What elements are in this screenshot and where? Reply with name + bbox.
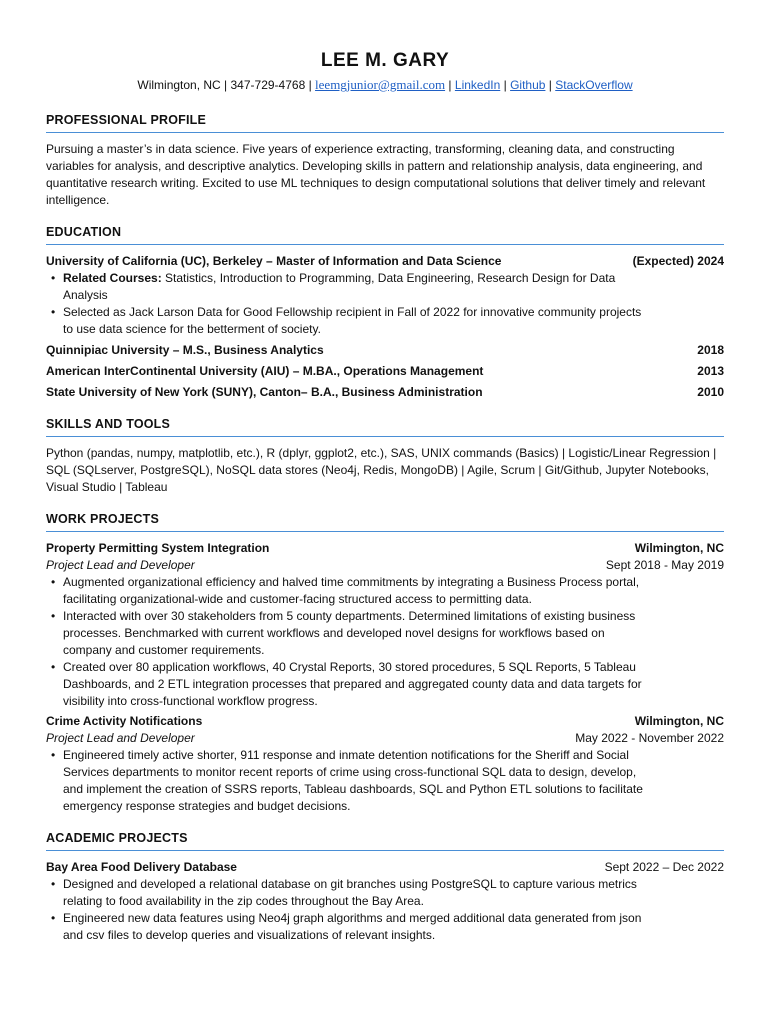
list-item — [63, 270, 651, 304]
project-dates: Sept 2018 - May 2019 — [605, 558, 724, 572]
school-date: 2010 — [697, 385, 724, 399]
project-name: Property Permitting System Integration — [46, 541, 270, 555]
project-role: Project Lead and Developer — [46, 731, 195, 745]
school-name: University of California (UC), Berkeley – Master of Information and Data Science — [46, 254, 502, 268]
project-name: Bay Area Food Delivery Database — [46, 860, 237, 874]
list-item: • Selected as Jack Larson Data for Good Fellowship recipient in Fall of 2022 for innovative community projects to use data science for the betterment of society. — [63, 304, 651, 338]
skills-section — [46, 416, 724, 496]
courses-text: Statistics, Introduction to Programming, Data Engineering, Research Design for Data Analysis — [63, 271, 616, 302]
project-bullets — [46, 747, 724, 815]
separator: | — [548, 78, 552, 92]
profile-section — [46, 112, 724, 209]
list-item: • Engineered new data features using Neo4j graph algorithms and merged additional data generated from json and csv files to develop queries and visualizations of relevant insights. — [63, 910, 651, 944]
github-link[interactable]: Github — [510, 78, 546, 92]
education-section — [46, 224, 724, 401]
work-section — [46, 511, 724, 815]
education-entry — [46, 384, 724, 401]
project-location: Wilmington, NC — [634, 714, 724, 728]
project-name: Crime Activity Notifications — [46, 714, 203, 728]
project-header — [46, 859, 724, 876]
contact-location-phone: Wilmington, NC | 347-729-4768 | — [137, 78, 312, 92]
project-dates: May 2022 - November 2022 — [575, 731, 724, 745]
school-date: (Expected) 2024 — [632, 254, 724, 268]
contact-line — [46, 76, 724, 94]
skills-text: Python (pandas, numpy, matplotlib, etc.), R (dplyr, ggplot2, etc.), SAS, UNIX commands (Basics) | Logistic/Linear Regression | SQL (SQLserver, PostgreSQL), NoSQL data stores (Neo4j, Redis, MongoDB) | Agile, Scrum | Git/Github, Jupyter Notebooks, Visual Studio | Tableau — [46, 446, 717, 494]
academic-section — [46, 830, 724, 944]
separator: | — [448, 78, 452, 92]
project-role-row — [46, 730, 724, 747]
school-name: State University of New York (SUNY), Canton– B.A., Business Administration — [46, 385, 483, 399]
project-bullets — [46, 574, 724, 710]
stackoverflow-link[interactable]: StackOverflow — [555, 78, 633, 92]
candidate-name: LEE M. GARY — [320, 50, 450, 71]
school-date: 2018 — [697, 343, 724, 357]
courses-label: Related Courses: — [63, 271, 162, 285]
section-title-work: WORK PROJECTS — [46, 511, 724, 532]
project-location: Wilmington, NC — [634, 541, 724, 555]
project-header — [46, 713, 724, 730]
section-title-academic: ACADEMIC PROJECTS — [46, 830, 724, 851]
list-item: • Augmented organizational efficiency and halved time commitments by integrating a Business Process portal, facilitating organizational-wide and customer-facing structured access to permitting data. — [63, 574, 651, 608]
education-entry — [46, 363, 724, 380]
project-header — [46, 540, 724, 557]
resume-page — [46, 48, 724, 944]
linkedin-link[interactable]: LinkedIn — [454, 78, 501, 92]
project-role: Project Lead and Developer — [46, 558, 195, 572]
list-item: • Interacted with over 30 stakeholders from 5 county departments. Determined limitations of existing business processes. Benchmarked with current workflows and developed novel designs for workflows based on company and customer requirements. — [63, 608, 651, 659]
project-role-row — [46, 557, 724, 574]
section-title-education: EDUCATION — [46, 224, 724, 245]
separator: | — [503, 78, 507, 92]
education-entry — [46, 342, 724, 359]
education-entry-berkeley — [46, 253, 724, 270]
education-bullets — [46, 270, 724, 338]
list-item: • Engineered timely active shorter, 911 response and inmate detention notifications for the Sheriff and Social Services departments to monitor recent reports of crime using cross-functional SQL data to design, develop, and implement the creation of SSRS reports, Tableau dashboards, SQL and Python ETL solutions to facilitate emergency response strategies and budget decisions. — [63, 747, 651, 815]
school-name: Quinnipiac University – M.S., Business Analytics — [46, 343, 324, 357]
school-date: 2013 — [697, 364, 724, 378]
section-title-profile: PROFESSIONAL PROFILE — [46, 112, 724, 133]
list-item: • Created over 80 application workflows, 40 Crystal Reports, 30 stored procedures, 5 SQL Reports, 5 Tableau Dashboards, and 2 ETL integration processes that prepared and aggregated county data and data targets for visibility into cross-functional workflow progress. — [63, 659, 651, 710]
school-name: American InterContinental University (AIU) – M.BA., Operations Management — [46, 364, 484, 378]
project-bullets — [46, 876, 724, 944]
list-item: • Designed and developed a relational database on git branches using PostgreSQL to capture various metrics relating to food availability in the zip codes throughout the Bay Area. — [63, 876, 651, 910]
profile-text: Pursuing a master’s in data science. Five years of experience extracting, transforming, cleaning data, and constructing variables for analysis, and descriptive analytics. Developing skills in pattern and relationship analysis, data engineering, and quantitative research writing. Excited to use ML techniques to design computational solutions that deliver timely and relevant intelligence. — [46, 142, 706, 207]
project-dates: Sept 2022 – Dec 2022 — [604, 860, 724, 874]
email-link[interactable]: leemgjunior@gmail.com — [315, 77, 446, 92]
section-title-skills: SKILLS AND TOOLS — [46, 416, 724, 437]
